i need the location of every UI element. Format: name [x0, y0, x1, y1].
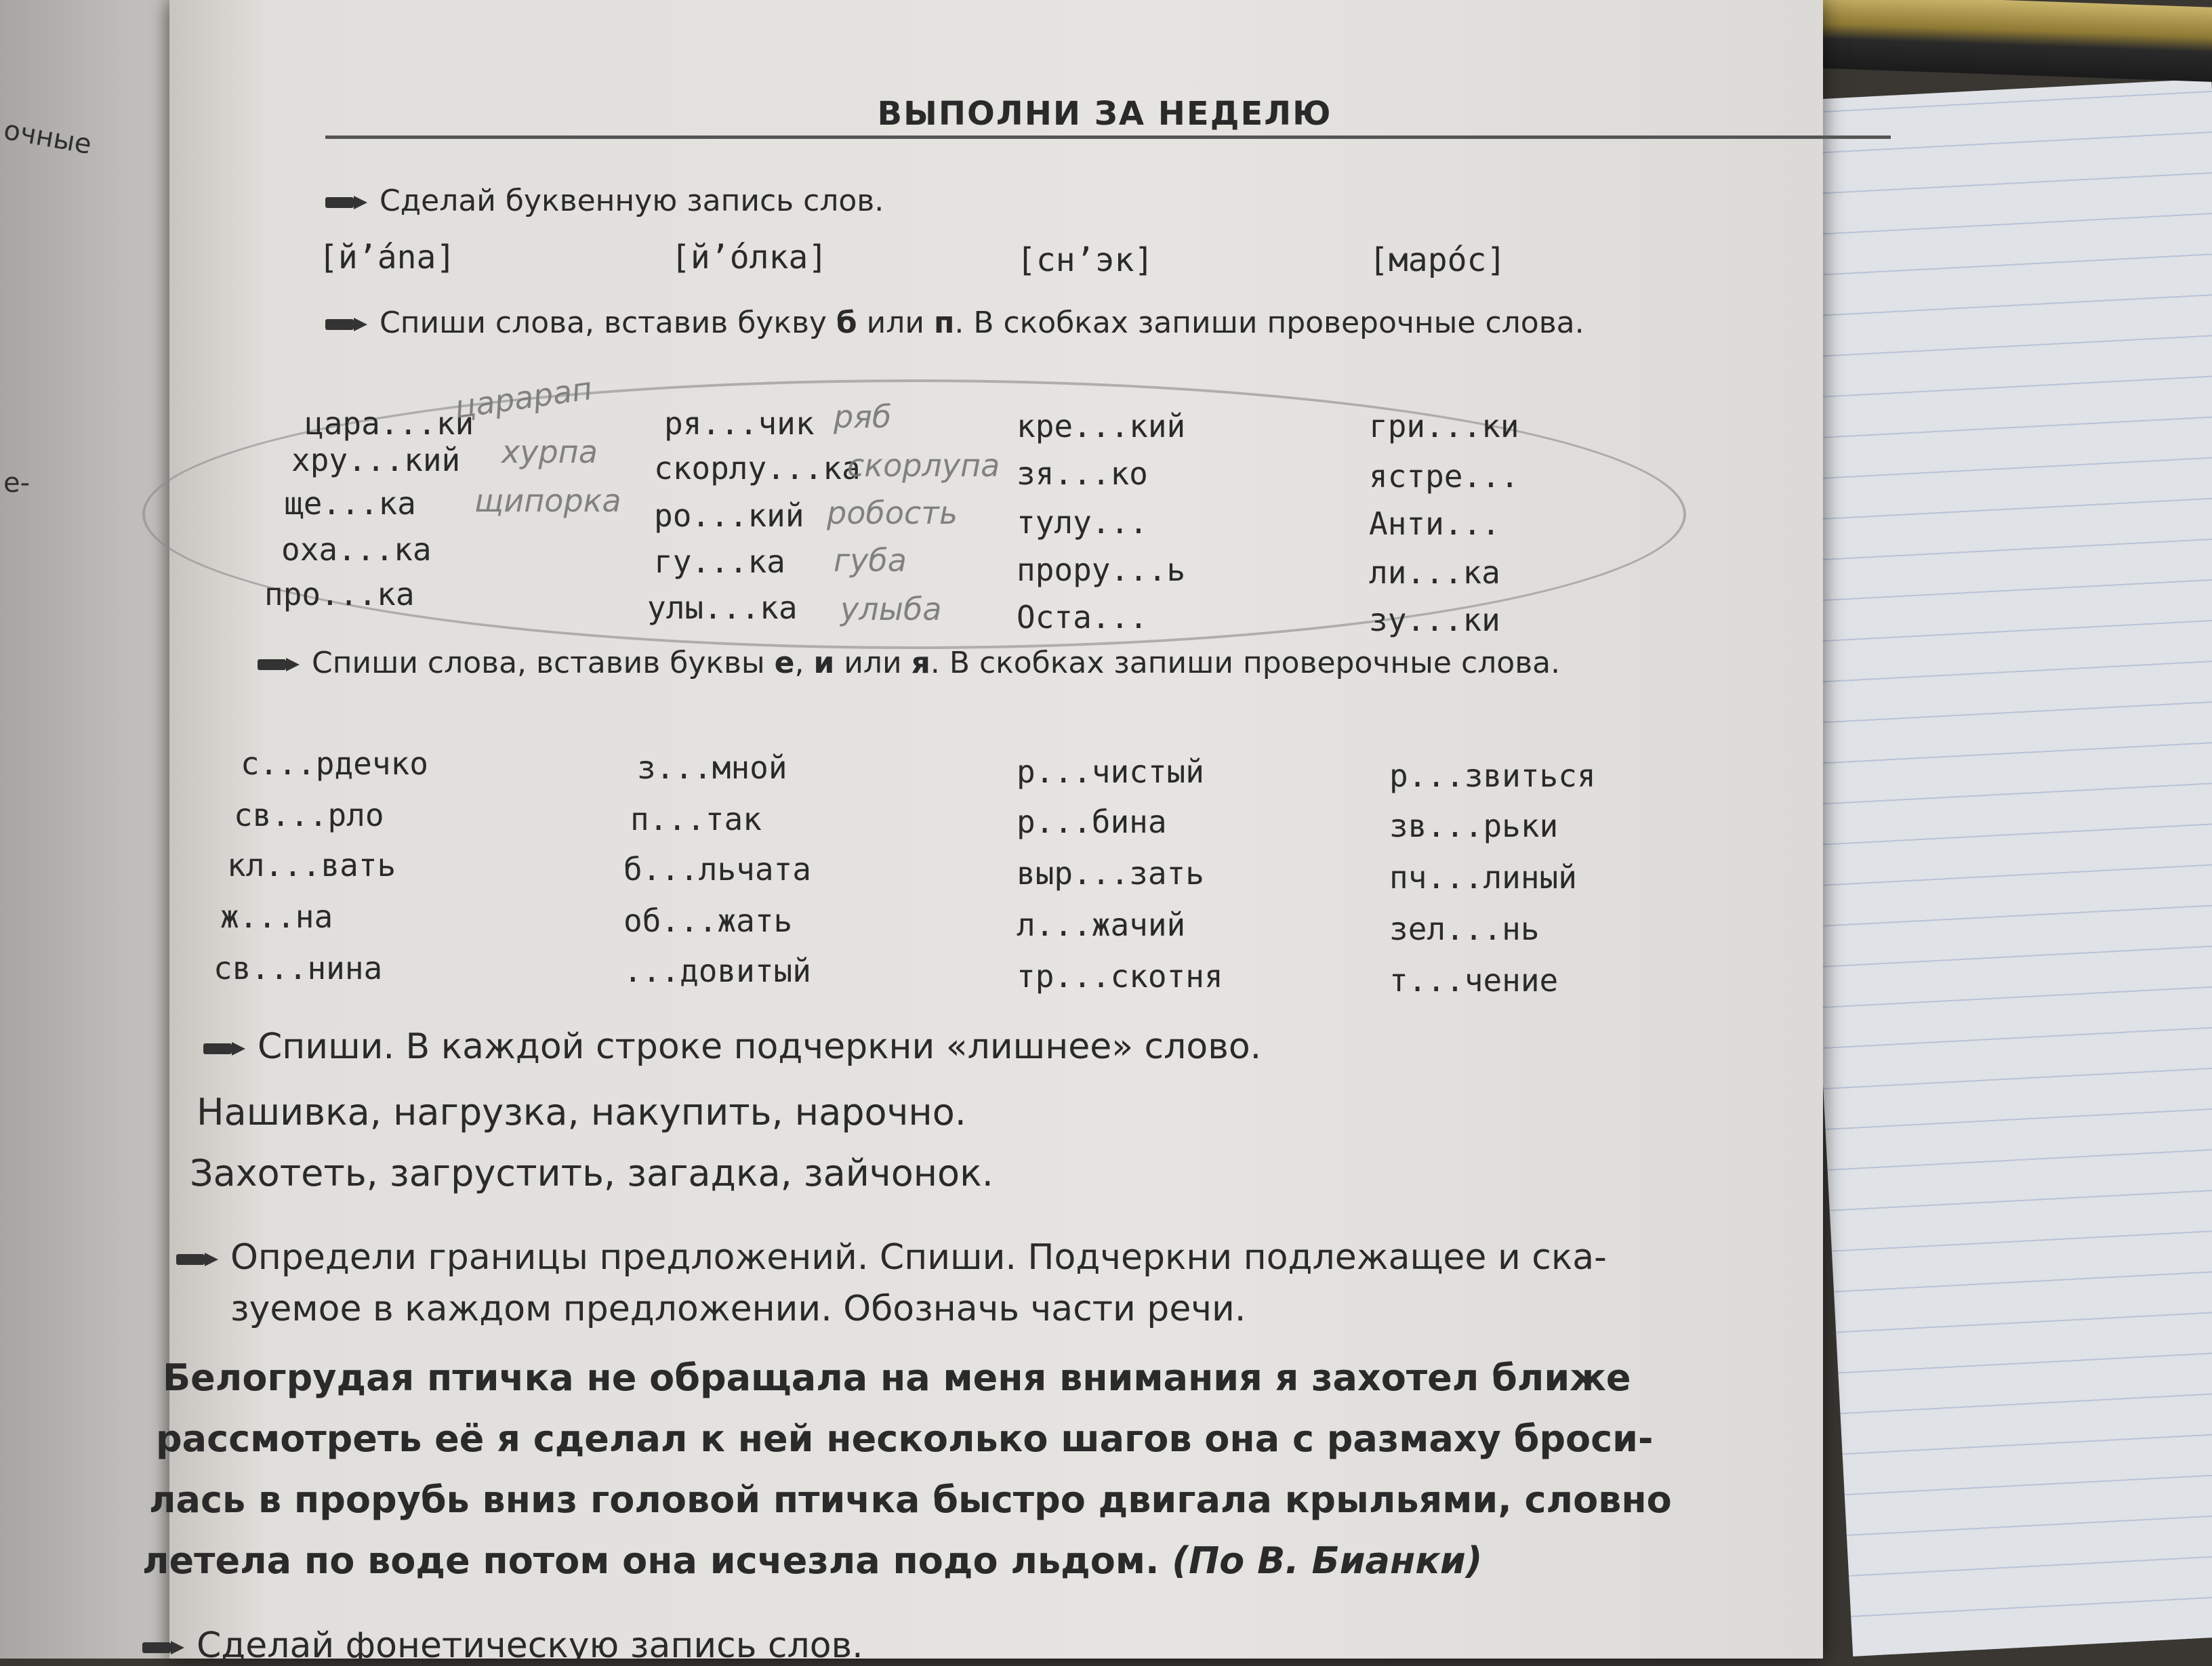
task5-instruction	[176, 1232, 1803, 1335]
task2-instruction	[325, 304, 1870, 343]
word-item: прору...ь	[1017, 551, 1186, 588]
word-item: р...звиться	[1389, 757, 1596, 794]
handwritten-note: улыба	[840, 591, 942, 627]
task2-text: Спиши слова, вставив букву	[380, 306, 836, 340]
word-item: ястре...	[1369, 458, 1519, 495]
handwritten-note: робость	[827, 495, 958, 531]
word-item: улы...ка	[647, 589, 798, 626]
word-item: про...ка	[264, 576, 415, 612]
word-item: об...жать	[623, 902, 793, 939]
attribution: (По В. Бианки)	[1172, 1539, 1483, 1582]
letter-e: е	[774, 646, 795, 680]
word-item: р...чистый	[1017, 753, 1204, 790]
letter-b: б	[836, 306, 857, 340]
word-item: п...так	[630, 801, 762, 837]
word-item: хру...кий	[291, 442, 461, 478]
transcription: [сн’эк]	[1017, 241, 1154, 279]
task3-text: Спиши слова, вставив буквы	[312, 646, 775, 680]
pencil-icon	[258, 657, 300, 673]
letter-ya: я	[911, 646, 930, 680]
task3-text: ,	[794, 646, 814, 680]
exercise-text-line	[142, 1535, 1482, 1587]
task5-text: зуемое в каждом предложении. Обозначь части речи.	[230, 1289, 1246, 1329]
word-item: оха...ка	[281, 531, 432, 568]
word-item: зу...ки	[1369, 602, 1500, 638]
word-item: цара...ки	[305, 405, 474, 442]
exercise-text: летела по воде потом она исчезла подо льдом.	[142, 1539, 1160, 1582]
workbook-page	[142, 0, 1823, 1666]
task5-text: Определи границы предложений. Спиши. Подчеркни подлежащее и ска-	[230, 1237, 1607, 1278]
pen-object	[1763, 0, 2212, 83]
word-item: кл...вать	[227, 847, 396, 883]
word-item: зв...рьки	[1389, 808, 1559, 844]
handwritten-note: губа	[834, 542, 907, 579]
task4-text: Спиши. В каждой строке подчеркни «лишнее» слово.	[258, 1026, 1262, 1067]
word-item: св...рло	[234, 797, 384, 833]
word-item: т...чение	[1389, 962, 1559, 999]
header-divider	[325, 136, 1891, 139]
left-page-fragment: е-	[3, 467, 30, 499]
word-item: кре...кий	[1017, 408, 1186, 444]
word-item: скорлу...ка	[654, 450, 861, 486]
word-item: ж...на	[220, 898, 333, 935]
word-item: гу...ка	[654, 543, 785, 580]
word-item: Анти...	[1369, 505, 1500, 542]
transcription: [й’óлка]	[671, 238, 828, 276]
word-item: зел...нь	[1389, 911, 1540, 947]
word-item: св...нина	[213, 950, 383, 986]
letter-i: и	[813, 646, 835, 680]
word-item: зя...ко	[1017, 455, 1148, 492]
handwritten-note: щипорка	[474, 482, 621, 519]
task3-text: . В скобках запиши проверочные слова.	[930, 646, 1561, 680]
word-item: выр...зать	[1017, 855, 1204, 892]
word-item: Оста...	[1017, 599, 1148, 636]
pencil-icon	[203, 1041, 245, 1057]
task2-text: или	[857, 306, 934, 340]
exercise-text-line: Белогрудая птичка не обращала на меня внимания я захотел ближе	[163, 1356, 1631, 1399]
task6-text: Сделай фонетическую запись слов.	[197, 1625, 863, 1666]
word-item: р...бина	[1017, 804, 1167, 840]
task2-text: . В скобках запиши проверочные слова.	[954, 306, 1584, 340]
task1-text: Сделай буквенную запись слов.	[380, 184, 884, 218]
handwritten-note: царарап	[452, 370, 595, 425]
letter-p: п	[933, 306, 955, 340]
word-item: ро...кий	[654, 497, 804, 534]
pencil-icon	[325, 316, 367, 333]
page-title: ВЫПОЛНИ ЗА НЕДЕЛЮ	[877, 95, 1332, 133]
exercise-text-line: лась в прорубь вниз головой птичка быстро двигала крыльями, словно	[149, 1478, 1672, 1521]
word-item: ли...ка	[1369, 554, 1500, 591]
word-item: ще...ка	[285, 485, 416, 522]
word-item: тулу...	[1017, 504, 1148, 541]
pencil-icon	[176, 1251, 218, 1268]
task4-instruction	[203, 1027, 1261, 1066]
word-item: пч...линый	[1389, 859, 1577, 896]
word-line: Нашивка, нагрузка, накупить, нарочно.	[197, 1091, 966, 1133]
left-page-fragment: очные	[1, 114, 94, 161]
handwritten-note: ряб	[834, 398, 892, 435]
pencil-icon	[142, 1640, 184, 1656]
task3-text: или	[834, 646, 912, 680]
word-item: с...рдечко	[241, 745, 428, 782]
task1-instruction	[325, 182, 884, 221]
task6-instruction	[142, 1626, 863, 1665]
pencil-icon	[325, 194, 367, 211]
word-item: б...льчата	[623, 851, 811, 888]
word-item: ...довитый	[623, 953, 811, 989]
handwritten-note: скорлупа	[847, 447, 1000, 484]
word-item: тр...скотня	[1017, 958, 1223, 995]
word-item: л...жачий	[1017, 907, 1186, 943]
transcription: [марóс]	[1369, 241, 1507, 279]
handwritten-note: хурпа	[501, 434, 598, 470]
task3-instruction	[258, 644, 1864, 683]
transcription: [й’ána]	[319, 238, 456, 276]
exercise-text-line: рассмотреть её я сделал к ней несколько шагов она с размаху броси-	[156, 1417, 1654, 1460]
word-item: з...мной	[637, 749, 787, 786]
word-line: Захотеть, загрустить, загадка, зайчонок.	[190, 1152, 994, 1194]
word-item: ря...чик	[664, 405, 815, 442]
word-item: гри...ки	[1369, 408, 1519, 444]
